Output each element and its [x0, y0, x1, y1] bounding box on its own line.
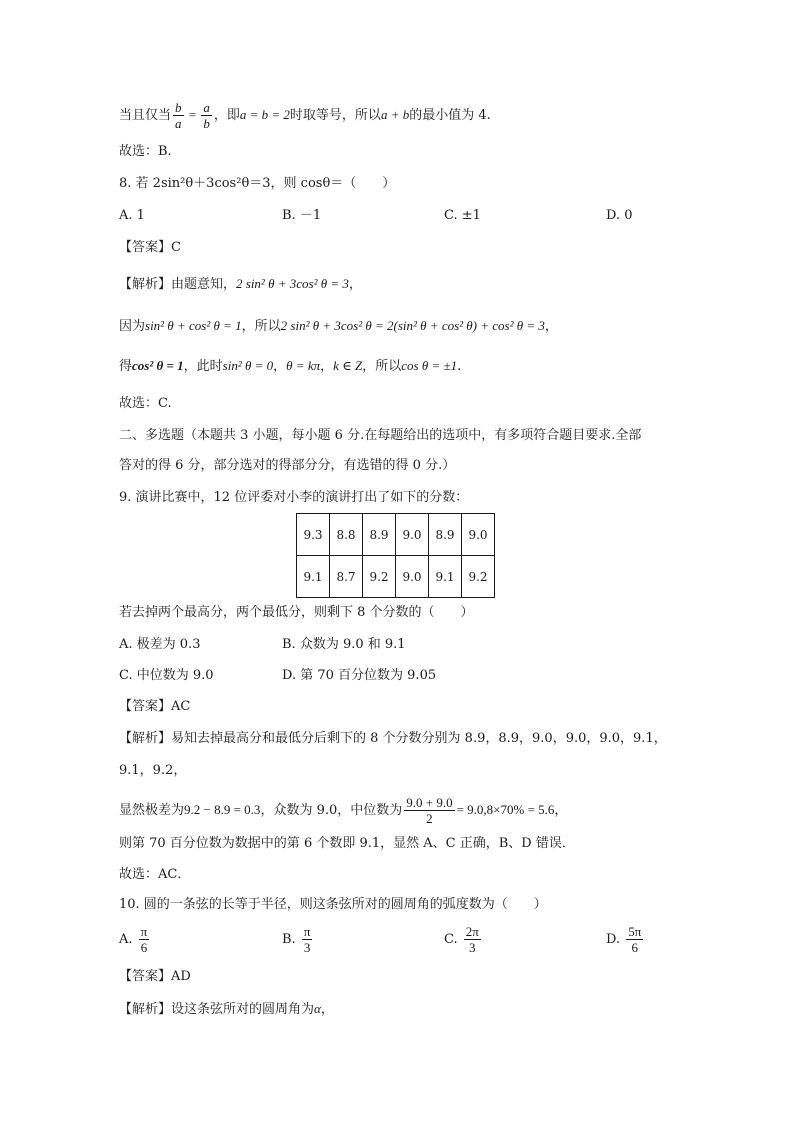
text-line — [119, 100, 491, 131]
q9-option-c: C. 中位数为 9.0 — [119, 668, 214, 683]
question-9: 9. 演讲比赛中，12 位评委对小李的演讲打出了如下的分数： — [119, 490, 469, 505]
q8-answer: 【答案】C — [119, 240, 181, 255]
q10-option-b — [282, 924, 314, 955]
question-10: 10. 圆的一条弦的长等于半径，则这条弦所对的圆周角的弧度数为（ ） — [119, 897, 547, 912]
denominator: a — [175, 116, 182, 131]
table-cell: 9.3 — [297, 514, 330, 556]
q9-explanation-3 — [119, 795, 567, 826]
table-cell: 8.8 — [330, 514, 363, 556]
q9-option-b: B. 众数为 9.0 和 9.1 — [282, 637, 406, 652]
q8-explanation-1 — [119, 274, 362, 295]
math: θ = kπ — [286, 358, 321, 373]
q9-ask: 若去掉两个最高分，两个最低分，则剩下 8 个分数的（ ） — [119, 605, 474, 620]
q8-option-b: B. －1 — [282, 208, 322, 223]
denominator: b — [203, 116, 210, 131]
q9-option-a: A. 极差为 0.3 — [119, 637, 201, 652]
section-heading: 二、多选题（本题共 3 小题，每小题 6 分.在每题给出的选项中，有多项符合题目要求.全部 — [119, 428, 642, 443]
table-cell: 9.1 — [297, 556, 330, 598]
table-cell: 9.2 — [363, 556, 396, 598]
numerator: 2π — [465, 924, 479, 939]
text: 【解析】由题意知， — [119, 277, 237, 292]
text: 【解析】设这条弦所对的圆周角为 — [119, 1002, 315, 1017]
denominator: 6 — [631, 940, 639, 955]
text: ，众数为 9.0，中位数为 — [260, 803, 403, 818]
q9-explanation-4: 则第 70 百分位数为数据中的第 6 个数即 9.1，显然 A、C 正确，B、D 错误． — [119, 836, 575, 851]
table-cell: 9.2 — [462, 556, 495, 598]
fraction — [404, 795, 454, 826]
math: = — [185, 107, 200, 122]
q8-explanation-3 — [119, 356, 461, 377]
math: k ∈ Z — [333, 358, 363, 373]
math: 9.2 − 8.9 = 0.3 — [184, 802, 261, 817]
text: ，即 — [213, 108, 240, 123]
fraction — [302, 924, 313, 955]
question-8: 8. 若 2sin²θ＋3cos²θ＝3，则 cosθ＝（ ） — [119, 176, 396, 191]
text: . — [457, 359, 462, 374]
fraction — [201, 100, 212, 131]
denominator: 6 — [140, 940, 148, 955]
option-label: B. — [282, 932, 296, 947]
text: ， — [320, 359, 334, 374]
numerator: b — [175, 100, 182, 115]
text: ，此时 — [183, 359, 223, 374]
q9-explanation-1: 【解析】易知去掉最高分和最低分后剩下的 8 个分数分别为 8.9，8.9，9.0，9.0，9.0，9.1， — [119, 731, 667, 746]
numerator: 5π — [628, 924, 642, 939]
math: 2 sin² θ + 3cos² θ = 2(sin² θ + cos² θ) + cos² θ = 3 — [280, 318, 545, 333]
text: 得 — [119, 359, 133, 374]
q10-option-a — [119, 924, 151, 955]
numerator: a — [203, 100, 210, 115]
q8-option-a: A. 1 — [119, 208, 145, 223]
option-label: A. — [119, 932, 133, 947]
text: ，所以 — [362, 359, 402, 374]
q9-choose: 故选：AC． — [119, 867, 191, 882]
math: a = b = 2 — [239, 107, 290, 122]
table-cell: 9.1 — [429, 556, 462, 598]
option-label: D. — [606, 932, 621, 947]
text: ，所以 — [241, 319, 281, 334]
denominator: 2 — [426, 811, 433, 826]
q8-option-d: D. 0 — [606, 208, 633, 223]
table-cell: 9.0 — [462, 514, 495, 556]
q8-option-c: C. ±1 — [444, 208, 481, 223]
text-line: 故选：B. — [119, 144, 172, 159]
table-cell: 9.0 — [396, 556, 429, 598]
table-cell: 8.9 — [429, 514, 462, 556]
option-label: C. — [444, 932, 458, 947]
denominator: 3 — [303, 940, 311, 955]
numerator: 9.0 + 9.0 — [406, 795, 453, 810]
table-row — [297, 556, 495, 598]
fraction — [139, 924, 150, 955]
math: cos θ = ±1 — [401, 358, 458, 373]
text: ， — [320, 1002, 334, 1017]
text: ， — [554, 803, 568, 818]
q10-option-d — [606, 924, 645, 955]
text: 显然极差为 — [119, 803, 185, 818]
math: = 9.0,8×70% = 5.6 — [456, 802, 555, 817]
numerator: π — [303, 924, 311, 939]
text: ， — [348, 277, 362, 292]
q9-explanation-2: 9.1，9.2， — [119, 763, 187, 778]
table-row — [297, 514, 495, 556]
table-cell: 9.0 — [396, 514, 429, 556]
text: 时取等号，所以 — [289, 108, 381, 123]
q8-explanation-2 — [119, 316, 558, 337]
text: 当且仅当 — [119, 108, 172, 123]
q8-choose: 故选：C. — [119, 396, 172, 411]
numerator: π — [140, 924, 148, 939]
q10-explanation — [119, 999, 334, 1020]
text: 因为 — [119, 319, 146, 334]
math: 2 sin² θ + 3cos² θ = 3 — [236, 276, 349, 291]
fraction — [626, 924, 643, 955]
score-table — [296, 513, 495, 598]
q9-answer: 【答案】AC — [119, 699, 191, 714]
section-heading-cont: 答对的得 6 分，部分选对的得部分分，有选错的得 0 分.） — [119, 458, 456, 473]
text: 的最小值为 4. — [409, 108, 491, 123]
table-cell: 8.9 — [363, 514, 396, 556]
math: cos² θ = 1 — [132, 358, 184, 373]
text: ， — [544, 319, 558, 334]
q9-option-d: D. 第 70 百分位数为 9.05 — [282, 668, 437, 683]
q10-option-c — [444, 924, 483, 955]
q10-answer: 【答案】AD — [119, 969, 191, 984]
fraction — [464, 924, 481, 955]
math: a + b — [380, 107, 410, 122]
fraction — [173, 100, 184, 131]
math: sin² θ + cos² θ = 1 — [145, 318, 242, 333]
math: sin² θ = 0 — [222, 358, 274, 373]
table-cell: 8.7 — [330, 556, 363, 598]
denominator: 3 — [469, 940, 476, 955]
text: ， — [273, 359, 287, 374]
math: α — [314, 1001, 321, 1016]
